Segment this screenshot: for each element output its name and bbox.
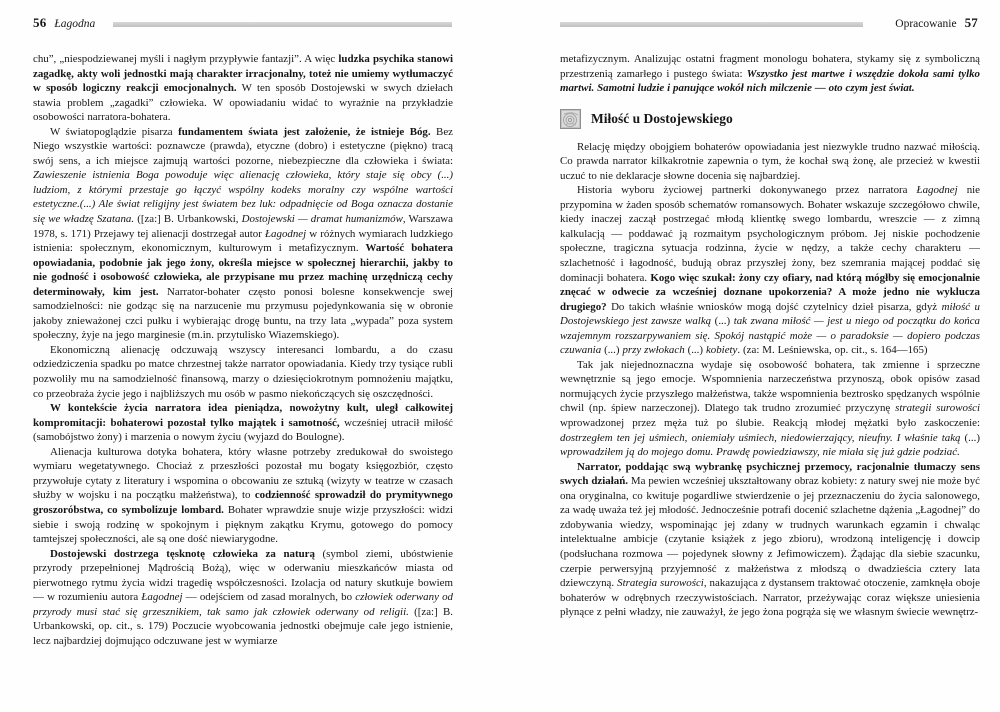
text-segment: chu”, „niespodziewanej myśli i nagłym przypływie fantazji”. A więc <box>33 53 339 65</box>
text-segment: (...) <box>684 344 706 357</box>
running-header-right <box>895 15 978 31</box>
paragraph <box>560 358 980 460</box>
text-segment: kobiety <box>705 344 738 357</box>
page-number-right: 57 <box>964 15 978 30</box>
text-segment: Alienacja kulturowa dotyka bohatera, który własne potrzeby zredukował do swoistego wymiaru wegetatywnego. Chociaż z przeszłości pozostał mu bogaty księgozbiór, często przywołuje cytaty z literatury i wspomina o obcowaniu ze sztuką (wizyty w teatrze w czasach służby w wojsku i na początku małżeństwa), to <box>33 445 453 502</box>
text-segment: Historia wyboru życiowej partnerki dokonywanego przez narratora <box>577 184 917 197</box>
section-title: Miłość u Dostojewskiego <box>591 110 733 126</box>
text-segment: ([za:] B. Urbankowski, op. cit., s. 179) Poczucie wyobcowania jednostki obejmuje całe jego istnienie, lecz najbardziej dojmująco odczuwane jest w wymiarze <box>33 605 453 647</box>
text-segment: Do takich właśnie wniosków mogą dojść czytelnicy dzieł pisarza, gdyż <box>606 300 942 313</box>
text-segment: fundamentem świata jest założenie, że istnieje Bóg. <box>178 125 431 138</box>
text-segment: Łagodnej <box>916 184 958 197</box>
text-segment: Ekonomiczną alienację odczuwają wszyscy interesanci lombardu, a do czasu odziedziczenia spadku po matce chrzestnej także narrator opowiadania. Kiedy trzy tysiące rubli pozwoliły mu na samodzielność finansową, marzy o dziesięciokrotnym pomnożeniu majątku, co przeobraża życie jego i najbliższych mu osób w pasmo niekończących się oszczędności. <box>33 343 453 400</box>
text-segment: nie przypomina w żaden sposób schematów romansowych. Bohater wskazuje szczegółowo chwile, kiedy inaczej zaczął postrzegać młodą klientkę swego lombardu, wreszcie — z zimną kalkulacją — poddawać ją rozmaitym psychologicznym próbom. Jej niskie pochodzenie społeczne, tragiczna sytuacja rodzinna, życie w nędzy, a także cechy charakteru — szlachetność i łagodność, budują obraz przyszłej żony, bez szemrania mającej poddać się dominacji bohatera. <box>560 184 980 284</box>
paragraph <box>33 445 453 547</box>
text-segment: W ten sposób Dostojewski w swych dziełach stawia problem „zagadki” człowieka. W opowiadaniu widać to wyraźnie na przykładzie osobowości narratora-bohatera. <box>33 82 453 124</box>
page-number-left: 56 <box>33 15 47 30</box>
text-segment: Kogo więc szukał: żony czy ofiary, nad którą mógłby się emocjonalnie znęcać w odwecie za wcześniej doznane upokorzenia? A może jedno nie wyklucza drugiego? <box>560 271 980 313</box>
text-segment: Dostojewski — dramat humanizmów <box>241 213 403 226</box>
running-title-left: Łagodna <box>54 18 96 30</box>
text-segment: Bez Niego wszystkie wartości: poznawcze (prawda), etyczne (dobro) i estetyczne (piękno) tracą swój sens, a ich miejsce zajmują wartości pozorne, niebezpieczne dla człowieka i świata: <box>33 125 453 167</box>
text-segment: strategii surowości <box>895 402 980 415</box>
text-segment: Łagodnej <box>141 591 183 604</box>
text-segment: codzienność sprowadził do prymitywnego groszoróbstwa, co symbolizuje lombard. <box>33 489 453 516</box>
text-segment: wprowadziłem ją do mojego domu. Prawdę powiedziawszy, nie miała się już gdzie podziać. <box>560 446 960 459</box>
text-segment: metafizycznym. Analizując ostatni fragment monologu bohatera, stykamy się z symboliczną przestrzenią zamarłego i pustego świata: <box>560 53 980 80</box>
text-segment: Narrator, poddając swą wybrankę psychicznej przemocy, racjonalnie tłumaczy sens swych działań. <box>560 460 980 488</box>
text-segment: (symbol ziemi, ubóstwienie przyrody przepełnionej Mądrością Bożą), więc w oderwaniu mieszkańców miasta od pierwotnego rytmu życia widzi tragedię współczesności. Izolacja od natury skutkuje bowiem — w rozumieniu autora <box>33 547 453 604</box>
text-segment: wprowadzonej przez męża tuż po ślubie. Reakcją młodej mężatki było zaskoczenie: <box>560 417 980 430</box>
paragraph <box>33 125 453 343</box>
text-segment: Tak jak niejednoznaczna wydaje się osobowość bohatera, tak zmienne i sprzeczne wewnętrznie są jego emocje. Wspomnienia narzeczeństwa przynoszą, obok opisów zasad normujących życie przyszłego małżeństwa, także wspomnienia beztrosko spędzanych wspólnie chwil (np. śpiew narzeczonej). Dlatego tak trudno zrozumieć przyczynę <box>560 358 980 415</box>
text-segment: Strategia surowości <box>617 577 704 590</box>
text-segment: wcześniej utracił miłość (samobójstwo żony) i marzenia o nowym życiu (wyjazd do Boulogne). <box>33 416 453 444</box>
text-segment: tak zwana miłość — jest u niego od początku do końca wzajemnym rozszarpywaniem się. Spokój nastąpić może — o paradoksie — dopiero podczas czuwania <box>560 315 980 357</box>
left-page-body <box>33 52 453 700</box>
ornament-icon <box>560 109 581 129</box>
header-rule-right <box>560 22 863 27</box>
text-segment: ludzka psychika stanowi zagadkę, akty woli jednostki mają charakter irracjonalny, toteż nie umiemy wytłumaczyć w sposób logiczny reakcji emocjonalnych. <box>33 53 453 95</box>
text-segment: w różnych wymiarach ludzkiego istnienia: społecznym, ekonomicznym, kulturowym i metafizycznym. <box>33 227 453 255</box>
paragraph <box>560 460 980 620</box>
text-segment: (...) <box>960 431 980 444</box>
text-segment: Wszystko jest martwe i wszędzie dokoła sami tylko martwi. Samotni ludzie i panujące wokół nich milczenie — oto czym jest świat. <box>560 67 980 95</box>
text-segment: . (za: M. Leśniewska, op. cit., s. 164—165) <box>737 344 928 357</box>
text-segment: W kontekście życia narratora idea pieniądza, nowożytny kult, uległ całkowitej kompromitacji: bohaterowi pozostał tylko majątek i samotność, <box>33 402 453 429</box>
text-segment: Relację między obojgiem bohaterów opowiadania jest niezwykle trudno nazwać miłością. Co prawda narrator kilkakrotnie zapewnia o tym, że kochał swą żonę, ale przecież w kwestii uczuć to nie deklaracje słowne docenia się najbardziej. <box>560 140 980 182</box>
right-page-intro <box>560 52 980 96</box>
text-segment: Zawieszenie istnienia Boga powoduje więc alienację człowieka, który staje się obcy (...) ludziom, z którymi przestaje go łączyć wspólny kodeks moralny czy wspólne wartości estetyczne.(...) Ale świat religijny jest światem bez luk: odpadnięcie od Boga oznacza dostanie się we władzę Szatana. <box>33 169 453 226</box>
text-segment: Wartość bohatera opowiadania, podobnie jak jego żony, określa miejsce w społecznej hierarchii, jakby to nie godność i osobowość człowieka, ale przypisane mu przez machinę urzędniczą cechy determinowały, kim jest. <box>33 242 453 298</box>
text-segment: przy zwłokach <box>622 344 685 357</box>
text-segment: — odejściem od zasad moralnych, bo <box>182 591 356 604</box>
text-segment: Dostojewski dostrzega tęsknotę człowieka za naturą <box>50 547 315 560</box>
text-segment: W światopoglądzie pisarza <box>50 125 179 138</box>
paragraph <box>560 183 980 358</box>
text-segment: (...) <box>711 315 734 328</box>
paragraph <box>33 401 453 445</box>
running-title-right: Opracowanie <box>895 18 957 30</box>
text-segment: ([za:] B. Urbankowski, <box>134 213 242 226</box>
text-segment: , Warszawa 1978, s. 171) Przejawy tej alienacji dostrzegał autor <box>33 213 453 240</box>
text-segment: dostrzegłem ten jej uśmiech, oniemiały uśmiech, niedowierzający, nieufny. I właśnie taką <box>560 431 961 444</box>
text-segment: miłość u Dostojewskiego jest zawsze walką <box>560 300 980 328</box>
text-segment: Narrator-bohater często ponosi bolesne konsekwencje swej samodzielności: nie godząc się na narzucenie mu przymusu pojedynkowania się w obronie jakoby znieważonej czci pułku i wybierając drogę buntu, na trzy lata „wypada” poza system społeczny, żyje na jego marginesie (m.in. przytulisko Wiazemskiego). <box>33 285 453 342</box>
paragraph <box>560 52 980 96</box>
paragraph <box>33 52 453 125</box>
paragraph <box>33 547 453 649</box>
text-segment: , nakazująca z dystansem traktować otoczenie, zamknęła oboje bohaterów w odrębnych rzeczywistościach. Narrator, przeżywając coraz większe uniesienia płynące z pełni władzy, nie zauważył, że jego żona pogrąża się we własnym świecie wewnętrz- <box>560 577 980 619</box>
paragraph <box>33 343 453 401</box>
header-rule-left <box>113 22 452 27</box>
right-page-section-body <box>560 140 980 620</box>
section-heading <box>560 109 980 129</box>
text-segment: Łagodnej <box>265 227 307 240</box>
right-page-body <box>560 52 980 700</box>
running-header-left <box>33 15 95 31</box>
text-segment: człowiek oderwany od przyrody musi stać się grzesznikiem, tak samo jak człowiek oderwany od religii. <box>33 591 453 618</box>
text-segment: (...) <box>601 344 623 357</box>
paragraph <box>560 140 980 184</box>
text-segment: Bohater wprawdzie snuje wizje przyszłości: widzi siebie i swoją rodzinę w spokojnym i pięknym zakątku Krymu, gotowego do pomocy tamtejszej społeczności, ale są one dość niewiarygodne. <box>33 503 453 546</box>
text-segment: Ma pewien wcześniej ukształtowany obraz kobiety: z natury swej nie może być ona oryginalna, co kwituje pogardliwe stwierdzenie o jej przeznaczeniu do życia salonowego, za wadę uważa też jej młodość. Jednocześnie potrafi docenić szlachetne dążenia „Łagodnej” do zdobywania wiedzy, wspominając jej zdany w trudnych warunkach egzamin i chwaląc intelektualne ambicje (czytanie książek z jego zbioru), wrodzoną inteligencję i dowcip (podsłuchana rozmowa — pojedynek słowny z Jefimowiczem). Żądając dla siebie szacunku, czerpie perwersyjną przyjemność z małżeństwa z młodszą o dwadzieścia cztery lata dziewczyną. <box>560 475 980 590</box>
